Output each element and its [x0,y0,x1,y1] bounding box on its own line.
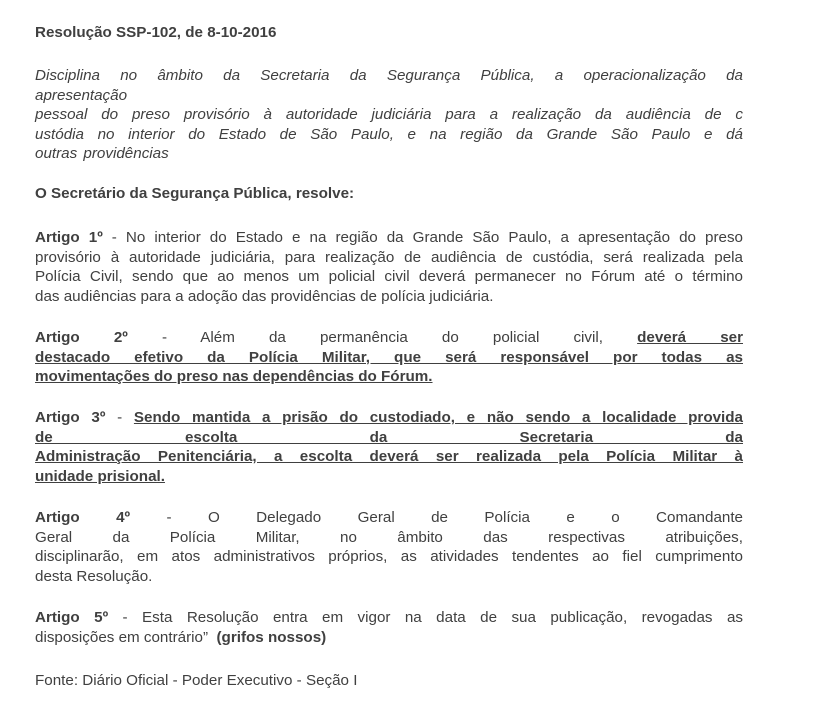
summary-line: ustódia no interior do Estado de São Paulo, e na região da Grande São Paulo e dá [35,125,743,143]
grifos-note: (grifos nossos) [216,628,327,646]
article-2-line: movimentações do preso nas dependências do Fórum. [35,368,433,385]
article-1-line: Polícia Civil, sendo que ao menos um policial civil deverá permanecer no Fórum até o término [35,268,743,285]
article-5-label: Artigo 5º [35,609,109,626]
article-3-line: Artigo 3º - Sendo mantida a prisão do custodiado, e não sendo a localidade provida [35,409,743,426]
article-1-label: Artigo 1º [35,229,103,246]
summary-line: Disciplina no âmbito da Secretaria da Segurança Pública, a operacionalização da [35,67,743,84]
summary-line: outras providências [35,145,169,162]
article-2-line: Artigo 2º - Além da permanência do policial civil, deverá ser [35,329,743,346]
resolve-heading: O Secretário da Segurança Pública, resolve: [35,185,355,202]
article-1 [35,228,743,306]
article-5-line: Artigo 5º - Esta Resolução entra em vigor na data de sua publicação, revogadas as [35,609,743,626]
article-4-line: Geral da Polícia Militar, no âmbito das respectivas atribuições, [35,528,743,546]
article-2-label: Artigo 2º [35,329,128,346]
article-3 [35,408,743,486]
article-4-line: Artigo 4º - O Delegado Geral de Polícia e o Comandante [35,509,743,526]
resolution-summary [35,66,743,164]
article-1-line: provisório à autoridade judiciária, para realização de audiência de custódia, será realizada pela [35,248,743,266]
article-1-line: Artigo 1º - No interior do Estado e na região da Grande São Paulo, a apresentação do preso [35,229,743,246]
summary-line: apresentação [35,86,128,104]
article-3-label: Artigo 3º [35,409,106,426]
article-5-line: disposições em contrário” (grifos nossos) [35,628,327,646]
article-2 [35,328,743,387]
article-4-line: disciplinarão, em atos administrativos próprios, as atividades tendentes ao fiel cumprimento [35,548,743,565]
article-3-line: de escolta da Secretaria da [35,428,743,446]
source-line: Fonte: Diário Oficial - Poder Executivo - Seção I [35,672,358,689]
article-5 [35,608,743,647]
article-1-line: das audiências para a adoção das providências de polícia judiciária. [35,287,494,305]
resolution-title: Resolução SSP-102, de 8-10-2016 [35,24,277,41]
article-4-label: Artigo 4º [35,509,131,526]
article-2-line: destacado efetivo da Polícia Militar, que será responsável por todas as [35,348,743,366]
article-3-line: Administração Penitenciária, a escolta deverá ser realizada pela Polícia Militar à [35,448,743,465]
summary-line: pessoal do preso provisório à autoridade judiciária para a realização da audiência de c [35,106,743,123]
article-4-line: desta Resolução. [35,567,153,585]
article-4 [35,508,743,586]
article-3-line: unidade prisional. [35,467,165,485]
